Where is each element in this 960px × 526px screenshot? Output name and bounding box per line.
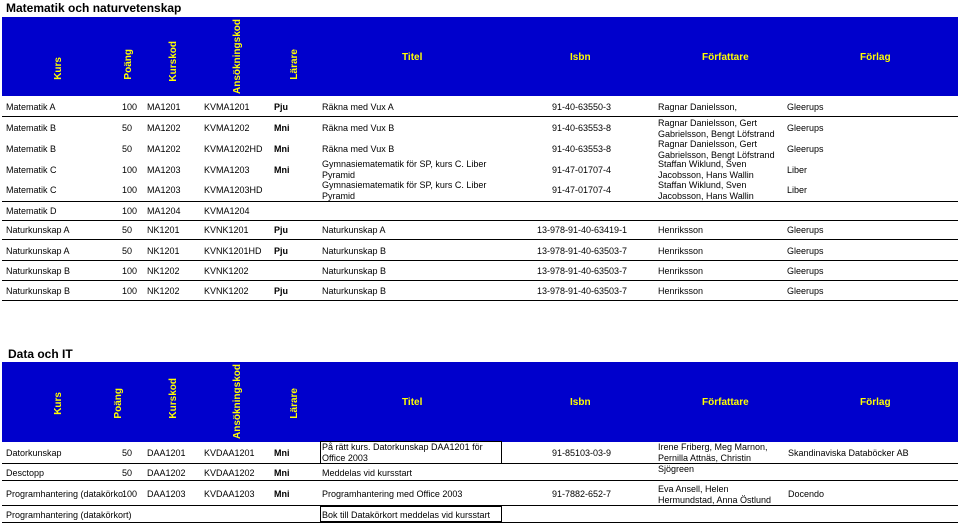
cell-kurs: Matematik C [6, 185, 57, 195]
cell-poang: 50 [122, 225, 133, 235]
row-divider [2, 220, 958, 221]
col-header-kurs: Kurs [53, 392, 64, 415]
cell-forlag: Gleerups [787, 286, 824, 296]
cell-kurskod: NK1201 [147, 225, 180, 235]
cell-poang: 50 [122, 246, 133, 256]
section-title-matematik: Matematik och naturvetenskap [6, 1, 182, 15]
col-header-larare: Lärare [289, 49, 300, 80]
cell-kurs: Naturkunskap B [6, 286, 71, 296]
cell-forfattare: Ragnar Danielsson, Gert Gabrielsson, Bengt Löfstrand [658, 118, 775, 139]
cell-isbn: 13-978-91-40-63419-1 [537, 225, 628, 235]
cell-forfattare: Staffan Wiklund, Sven Jacobsson, Hans Wallin [658, 159, 754, 180]
cell-forfattare: Ragnar Danielsson, [658, 102, 738, 112]
row-divider [2, 260, 958, 261]
cell-titel: Räkna med Vux B [322, 123, 395, 133]
cell-kurskod: DAA1203 [147, 489, 186, 499]
cell-forfattare: Irene Friberg, Meg Marnon, Pernilla Attnäs, Christin Sjögreen [658, 442, 768, 474]
cell-forlag: Docendo [788, 489, 825, 499]
row-divider [2, 280, 958, 281]
cell-kurs: Matematik C [6, 165, 57, 175]
row-divider [2, 116, 958, 117]
cell-poang: 50 [122, 123, 133, 133]
col-header-titel: Titel [402, 397, 423, 408]
row-divider [2, 201, 958, 202]
cell-forfattare: Henriksson [658, 286, 704, 296]
col-header-isbn: Isbn [570, 52, 591, 63]
cell-larare: Mni [274, 489, 290, 499]
cell-ansokningskod: KVNK1202 [204, 286, 249, 296]
cell-poang: 100 [122, 489, 138, 499]
cell-isbn: 13-978-91-40-63503-7 [537, 286, 628, 296]
cell-titel: Naturkunskap B [322, 286, 387, 296]
cell-isbn: 91-40-63553-8 [552, 123, 612, 133]
cell-titel: Räkna med Vux B [322, 144, 395, 154]
cell-titel: Naturkunskap A [322, 225, 386, 235]
cell-kurs: Naturkunskap A [6, 225, 70, 235]
cell-forfattare: Eva Ansell, Helen Hermundstad, Anna Östlund [658, 484, 772, 505]
cell-titel: Gymnasiematematik för SP, kurs C. Liber Pyramid [322, 180, 487, 201]
col-header-kurskod: Kurskod [168, 41, 179, 82]
cell-poang: 100 [122, 206, 138, 216]
row-divider [2, 300, 958, 301]
col-header-ansokningskod: Ansökningskod [232, 364, 243, 440]
cell-kurs: Matematik B [6, 123, 57, 133]
col-header-poang: Poäng [113, 388, 124, 419]
col-header-forlag: Förlag [860, 52, 891, 63]
cell-larare: Pju [274, 286, 289, 296]
cell-poang: 50 [122, 448, 133, 458]
col-header-ansokningskod: Ansökningskod [232, 19, 243, 95]
cell-ansokningskod: KVMA1203 [204, 165, 250, 175]
cell-kurs: Matematik D [6, 206, 57, 216]
cell-larare: Mni [274, 144, 290, 154]
cell-titel: På rätt kurs. Datorkunskap DAA1201 för Office 2003 [322, 442, 483, 463]
cell-titel: Bok till Datakörkort meddelas vid kursstart [322, 510, 491, 520]
col-header-titel: Titel [402, 52, 423, 63]
table-header-data-och-it [2, 362, 958, 442]
cell-kurskod: MA1202 [147, 144, 181, 154]
cell-poang: 100 [122, 165, 138, 175]
cell-titel: Naturkunskap B [322, 266, 387, 276]
cell-ansokningskod: KVDAA1202 [204, 468, 255, 478]
cell-forlag: Gleerups [787, 246, 824, 256]
cell-ansokningskod: KVNK1201HD [204, 246, 262, 256]
col-header-kurskod: Kurskod [168, 378, 179, 419]
cell-kurs: Desctopp [6, 468, 45, 478]
cell-isbn: 13-978-91-40-63503-7 [537, 266, 628, 276]
cell-larare: Pju [274, 102, 289, 112]
cell-kurskod: MA1204 [147, 206, 181, 216]
col-header-forlag: Förlag [860, 397, 891, 408]
cell-forlag: Gleerups [787, 102, 824, 112]
cell-ansokningskod: KVMA1201 [204, 102, 250, 112]
cell-kurs: Datorkunskap [6, 448, 62, 458]
cell-kurs: Programhantering (datakörkort) [6, 510, 132, 520]
col-header-kurs: Kurs [53, 57, 64, 80]
cell-forlag: Gleerups [787, 123, 824, 133]
cell-titel: Räkna med Vux A [322, 102, 394, 112]
cell-poang: 50 [122, 468, 133, 478]
cell-forlag: Gleerups [787, 225, 824, 235]
cell-kurs: Matematik B [6, 144, 57, 154]
cell-titel: Gymnasiematematik för SP, kurs C. Liber Pyramid [322, 159, 487, 180]
cell-larare: Pju [274, 225, 289, 235]
title-cell-box [320, 441, 502, 464]
cell-kurskod: DAA1201 [147, 448, 186, 458]
cell-forfattare: Henriksson [658, 266, 704, 276]
cell-forfattare: Henriksson [658, 225, 704, 235]
col-header-isbn: Isbn [570, 397, 591, 408]
cell-poang: 100 [122, 286, 138, 296]
cell-larare: Mni [274, 468, 290, 478]
col-header-larare: Lärare [289, 388, 300, 419]
cell-isbn: 91-40-63553-8 [552, 144, 612, 154]
col-header-forfattare: Författare [702, 397, 749, 408]
cell-ansokningskod: KVDAA1203 [204, 489, 255, 499]
cell-kurs: Naturkunskap B [6, 266, 71, 276]
cell-isbn: 91-7882-652-7 [552, 489, 612, 499]
cell-ansokningskod: KVNK1202 [204, 266, 249, 276]
cell-titel: Programhantering med Office 2003 [322, 489, 463, 499]
cell-isbn: 91-47-01707-4 [552, 165, 612, 175]
row-divider [2, 239, 958, 240]
cell-forlag: Liber [787, 185, 808, 195]
cell-forfattare: Ragnar Danielsson, Gert Gabrielsson, Bengt Löfstrand [658, 139, 775, 160]
cell-kurskod: NK1201 [147, 246, 180, 256]
cell-ansokningskod: KVMA1202 [204, 123, 250, 133]
cell-kurskod: NK1202 [147, 266, 180, 276]
col-header-poang: Poäng [123, 49, 134, 80]
cell-ansokningskod: KVMA1203HD [204, 185, 263, 195]
cell-kurskod: MA1203 [147, 185, 181, 195]
cell-larare: Mni [274, 448, 290, 458]
cell-forlag: Gleerups [787, 144, 824, 154]
cell-larare: Mni [274, 123, 290, 133]
cell-kurskod: MA1202 [147, 123, 181, 133]
cell-kurskod: NK1202 [147, 286, 180, 296]
cell-isbn: 91-85103-03-9 [552, 448, 612, 458]
section-title-data-och-it: Data och IT [8, 347, 73, 361]
row-divider [2, 522, 958, 523]
cell-poang: 100 [122, 266, 138, 276]
cell-larare: Pju [274, 246, 289, 256]
cell-forlag: Skandinaviska Databöcker AB [788, 448, 909, 458]
cell-forfattare: Staffan Wiklund, Sven Jacobsson, Hans Wallin [658, 180, 754, 201]
cell-kurskod: DAA1202 [147, 468, 186, 478]
cell-titel: Meddelas vid kursstart [322, 468, 413, 478]
cell-forlag: Gleerups [787, 266, 824, 276]
cell-isbn: 91-47-01707-4 [552, 185, 612, 195]
cell-kurskod: MA1203 [147, 165, 181, 175]
cell-ansokningskod: KVMA1204 [204, 206, 250, 216]
cell-isbn: 13-978-91-40-63503-7 [537, 246, 628, 256]
col-header-forfattare: Författare [702, 52, 749, 63]
cell-forfattare: Henriksson [658, 246, 704, 256]
cell-poang: 100 [122, 102, 138, 112]
row-divider [2, 463, 958, 464]
cell-kurs: Programhantering (datakörko [6, 489, 124, 499]
cell-poang: 100 [122, 185, 138, 195]
cell-ansokningskod: KVNK1201 [204, 225, 249, 235]
cell-ansokningskod: KVDAA1201 [204, 448, 255, 458]
cell-forlag: Liber [787, 165, 808, 175]
cell-poang: 50 [122, 144, 133, 154]
cell-kurskod: MA1201 [147, 102, 181, 112]
cell-kurs: Naturkunskap A [6, 246, 70, 256]
cell-larare: Mni [274, 165, 290, 175]
cell-ansokningskod: KVMA1202HD [204, 144, 263, 154]
cell-isbn: 91-40-63550-3 [552, 102, 612, 112]
cell-titel: Naturkunskap B [322, 246, 387, 256]
table-header-matematik [2, 17, 958, 96]
title-cell-box [320, 506, 502, 522]
row-divider [2, 480, 958, 481]
cell-kurs: Matematik A [6, 102, 56, 112]
